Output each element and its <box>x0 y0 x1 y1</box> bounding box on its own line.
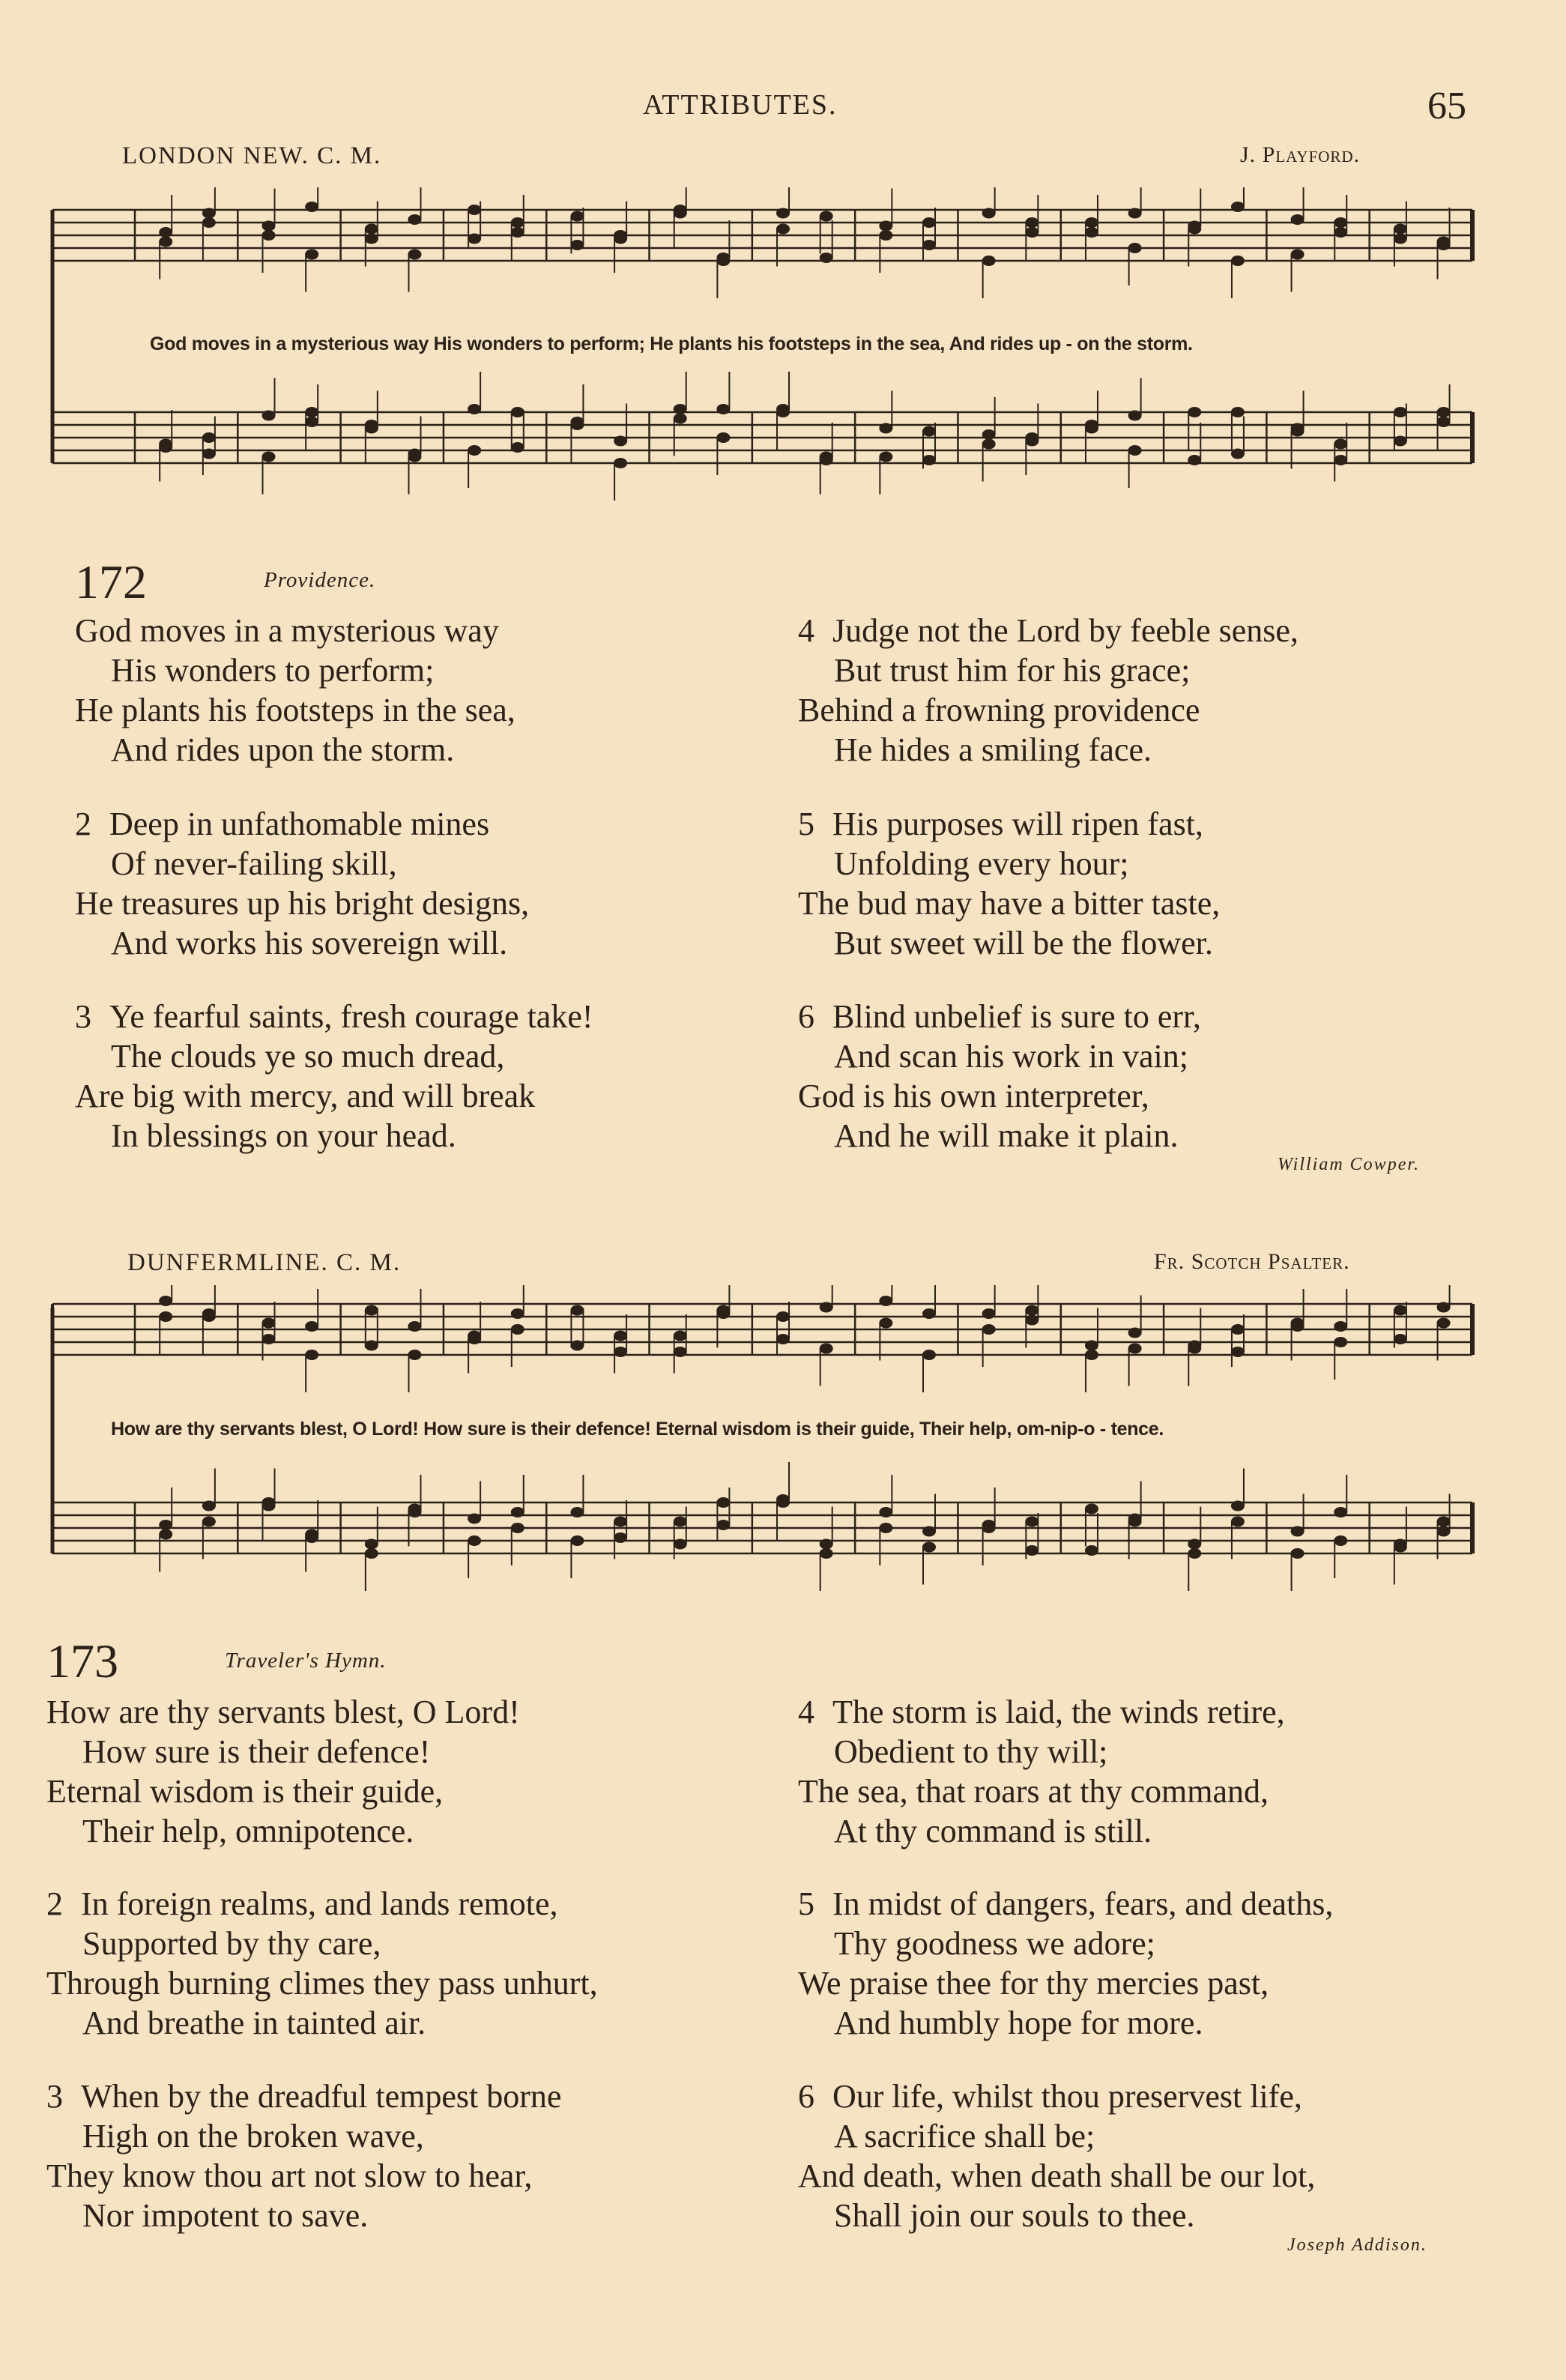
stanza-line: Shall join our souls to thee. <box>834 2197 1195 2234</box>
stanza-line: We praise thee for thy mercies past, <box>798 1965 1269 2002</box>
note-head <box>1025 1305 1039 1316</box>
stanza-line: And he will make it plain. <box>834 1117 1179 1154</box>
note-head <box>511 227 524 238</box>
author-cowper: William Cowper. <box>1278 1155 1421 1174</box>
note-head <box>1394 436 1407 447</box>
stanza-line: Eternal wisdom is their guide, <box>46 1773 444 1810</box>
note-head <box>1188 1539 1201 1550</box>
stanza-line: Blind unbelief is sure to err, <box>832 998 1201 1035</box>
note-head <box>1291 250 1305 260</box>
note-head <box>511 1507 524 1517</box>
note-head <box>159 1311 172 1322</box>
stanza-line: A sacrifice shall be; <box>834 2118 1095 2154</box>
note-head <box>159 227 172 238</box>
stanza-line: Of never-failing skill, <box>111 845 397 882</box>
note-head <box>1085 1341 1098 1351</box>
note-head <box>674 1539 687 1550</box>
note-head <box>305 1321 318 1332</box>
note-head <box>1437 1318 1451 1329</box>
note-head <box>1291 1526 1305 1537</box>
note-head <box>1188 224 1201 235</box>
note-head <box>262 1334 276 1344</box>
composer-playford: J. Playford. <box>1240 142 1361 167</box>
note-head <box>1128 1328 1142 1338</box>
note-head <box>305 417 318 427</box>
note-head <box>820 1302 833 1313</box>
note-head <box>1085 227 1098 238</box>
note-head <box>1231 1324 1245 1335</box>
stanza-line: The storm is laid, the winds retire, <box>832 1694 1285 1730</box>
note-head <box>365 234 378 244</box>
stanza-line: Behind a frowning providence <box>798 692 1200 728</box>
note-head <box>820 253 833 263</box>
note-head <box>1334 1321 1347 1332</box>
note-head <box>1085 1545 1098 1556</box>
note-head <box>879 423 892 434</box>
note-head <box>202 217 216 228</box>
note-head <box>1291 1548 1305 1559</box>
stanza-173-4 <box>798 1692 1285 1851</box>
note-head <box>1231 1501 1245 1511</box>
note-head <box>468 404 481 414</box>
stanza-line: In midst of dangers, fears, and deaths, <box>832 1885 1334 1922</box>
note-head <box>570 1305 584 1316</box>
note-head <box>305 250 318 260</box>
note-head <box>982 256 996 266</box>
note-head <box>1334 227 1347 238</box>
tune-name-london-new: LONDON NEW. C. M. <box>122 142 382 169</box>
note-head <box>614 1517 627 1527</box>
note-head <box>1334 1507 1347 1517</box>
note-head <box>1025 227 1039 238</box>
note-head <box>468 1331 481 1341</box>
note-head <box>982 208 996 219</box>
note-head <box>511 1324 524 1335</box>
note-head <box>879 230 892 241</box>
music-score-london-new <box>45 187 1491 540</box>
stanza-line: Ye fearful saints, fresh courage take! <box>109 998 593 1035</box>
note-head <box>305 202 318 212</box>
note-head <box>982 1523 996 1533</box>
note-head <box>159 1296 172 1306</box>
note-head <box>1291 214 1305 225</box>
note-head <box>305 1529 318 1540</box>
stanza-173-3 <box>46 2077 561 2235</box>
note-head <box>305 1350 318 1360</box>
note-head <box>305 407 318 417</box>
stanza-line: Deep in unfathomable mines <box>109 806 490 842</box>
note-head <box>570 1507 584 1517</box>
staff-bass-1 <box>52 372 1472 501</box>
tune-lyric-line-2: How are thy servants blest, O Lord! How sure is their defence! Eternal wisdom is their guide, Their help, om-nip-o - tence. <box>111 1419 1164 1440</box>
note-head <box>879 1296 892 1306</box>
stanza-173-2 <box>46 1884 598 2043</box>
note-head <box>262 230 276 241</box>
stanza-line: His wonders to perform; <box>111 652 435 689</box>
note-head <box>1334 1337 1347 1347</box>
stanza-line: High on the broken wave, <box>82 2118 424 2154</box>
note-head <box>716 404 730 414</box>
note-head <box>1188 455 1201 465</box>
note-head <box>982 1308 996 1319</box>
note-head <box>674 404 687 414</box>
stanza-line: Unfolding every hour; <box>834 845 1129 882</box>
note-head <box>159 237 172 247</box>
stanza-line: He plants his footsteps in the sea, <box>75 692 516 728</box>
note-head <box>716 1305 730 1316</box>
note-head <box>776 208 790 219</box>
staff-treble-2 <box>52 1285 1472 1392</box>
stanza-line: At thy command is still. <box>834 1813 1152 1849</box>
stanza-line: And humbly hope for more. <box>834 2005 1203 2041</box>
note-head <box>202 1311 216 1322</box>
note-head <box>879 1507 892 1517</box>
note-head <box>716 1497 730 1508</box>
note-head <box>202 432 216 443</box>
note-head <box>614 1532 627 1543</box>
note-head <box>776 1334 790 1344</box>
note-head <box>408 452 421 462</box>
note-head <box>159 1520 172 1530</box>
stanza-line: Supported by thy care, <box>82 1925 381 1962</box>
note-head <box>922 1542 936 1553</box>
stanza-172-3 <box>75 997 593 1156</box>
stanza-number: 5 <box>798 806 814 842</box>
note-head <box>1025 432 1039 443</box>
note-head <box>365 1305 378 1316</box>
note-head <box>820 1539 833 1550</box>
note-head <box>776 1311 790 1322</box>
note-head <box>1291 426 1305 437</box>
note-head <box>879 1318 892 1329</box>
note-head <box>776 407 790 417</box>
note-head <box>468 445 481 456</box>
stanza-line: The bud may have a bitter taste, <box>798 885 1221 922</box>
note-head <box>879 452 892 462</box>
note-head <box>1231 407 1245 417</box>
note-head <box>1394 224 1407 235</box>
note-head <box>922 426 936 437</box>
stanza-number: 2 <box>75 806 91 842</box>
note-head <box>159 1529 172 1540</box>
note-head <box>408 1350 421 1360</box>
note-head <box>922 455 936 465</box>
note-head <box>982 1324 996 1335</box>
note-head <box>820 1344 833 1354</box>
note-head <box>408 250 421 260</box>
note-head <box>614 458 627 468</box>
note-head <box>879 1523 892 1533</box>
note-head <box>674 1331 687 1341</box>
stanza-line: Our life, whilst thou preservest life, <box>832 2078 1302 2115</box>
note-head <box>365 1548 378 1559</box>
note-head <box>1128 243 1142 253</box>
stanza-line: Thy goodness we adore; <box>834 1925 1155 1962</box>
hymn-title-providence: Providence. <box>264 568 376 592</box>
stanza-line: God is his own interpreter, <box>798 1078 1149 1114</box>
note-head <box>1128 411 1142 421</box>
note-head <box>1394 1334 1407 1344</box>
note-head <box>982 429 996 440</box>
stanza-line: And death, when death shall be our lot, <box>798 2157 1316 2194</box>
stanza-line: Their help, omnipotence. <box>82 1813 414 1849</box>
note-head <box>365 1341 378 1351</box>
note-head <box>511 217 524 228</box>
note-head <box>1334 1535 1347 1546</box>
stanza-line: He hides a smiling face. <box>834 731 1152 768</box>
note-head <box>468 1514 481 1524</box>
note-head <box>820 1548 833 1559</box>
stanza-line: Judge not the Lord by feeble sense, <box>832 612 1299 649</box>
note-head <box>202 208 216 219</box>
stanza-172-4 <box>798 611 1299 770</box>
note-head <box>1334 439 1347 450</box>
note-head <box>1291 1318 1305 1329</box>
stanza-line: And scan his work in vain; <box>834 1038 1188 1075</box>
stanza-line: But sweet will be the flower. <box>834 925 1213 961</box>
stanza-line: How sure is their defence! <box>82 1733 431 1770</box>
note-head <box>1025 1545 1039 1556</box>
note-head <box>716 1520 730 1530</box>
note-head <box>262 411 276 421</box>
note-head <box>1437 417 1451 427</box>
stanza-line: But trust him for his grace; <box>834 652 1191 689</box>
stanza-line: In blessings on your head. <box>111 1117 456 1154</box>
hymn-title-travelers: Traveler's Hymn. <box>225 1649 387 1673</box>
stanza-line: He treasures up his bright designs, <box>75 885 530 922</box>
stanza-number: 5 <box>798 1885 814 1922</box>
note-head <box>1085 1504 1098 1514</box>
note-head <box>1231 1347 1245 1357</box>
note-head <box>1394 407 1407 417</box>
note-head <box>262 221 276 232</box>
note-head <box>1085 1350 1098 1360</box>
stanza-172-5 <box>798 804 1220 963</box>
note-head <box>922 240 936 250</box>
note-head <box>820 211 833 222</box>
stanza-line: When by the dreadful tempest borne <box>81 2078 562 2115</box>
stanza-line: Are big with mercy, and will break <box>75 1078 536 1114</box>
section-title: ATTRIBUTES. <box>643 89 838 121</box>
stanza-line: In foreign realms, and lands remote, <box>81 1885 558 1922</box>
note-head <box>674 1347 687 1357</box>
note-head <box>1437 1302 1451 1313</box>
note-head <box>159 439 172 450</box>
note-head <box>1085 217 1098 228</box>
note-head <box>202 449 216 459</box>
note-head <box>365 224 378 235</box>
note-head <box>1128 445 1142 456</box>
note-head <box>1025 1517 1039 1527</box>
stanza-172-1 <box>75 611 516 770</box>
note-head <box>1334 217 1347 228</box>
note-head <box>614 230 627 241</box>
hymn-number-172: 172 <box>75 555 147 608</box>
note-head <box>674 1517 687 1527</box>
note-head <box>1394 1542 1407 1553</box>
note-head <box>716 256 730 266</box>
note-head <box>614 1347 627 1357</box>
stanza-line: They know thou art not slow to hear, <box>46 2157 533 2194</box>
note-head <box>1128 208 1142 219</box>
note-head <box>1128 1344 1142 1354</box>
note-head <box>716 432 730 443</box>
note-head <box>365 420 378 430</box>
note-head <box>365 1539 378 1550</box>
composer-scotch-psalter: Fr. Scotch Psalter. <box>1154 1249 1350 1274</box>
note-head <box>408 1321 421 1332</box>
note-head <box>1085 420 1098 430</box>
note-head <box>820 452 833 462</box>
note-head <box>776 1497 790 1508</box>
tune-name-dunfermline: DUNFERMLINE. C. M. <box>127 1249 402 1276</box>
note-head <box>674 205 687 215</box>
stanza-line: The sea, that roars at thy command, <box>798 1773 1269 1810</box>
page-number: 65 <box>1427 85 1466 127</box>
note-head <box>202 1517 216 1527</box>
stanza-line: How are thy servants blest, O Lord! <box>46 1694 520 1730</box>
stanza-line: Nor impotent to save. <box>82 2197 369 2234</box>
staff-treble-1 <box>52 187 1472 298</box>
music-score-dunfermline <box>45 1285 1491 1630</box>
stanza-number: 6 <box>798 2078 814 2115</box>
note-head <box>1334 455 1347 465</box>
note-head <box>408 1504 421 1514</box>
note-head <box>202 1501 216 1511</box>
stanza-number: 2 <box>46 1885 63 1922</box>
note-head <box>1437 237 1451 247</box>
staff-bass-2 <box>52 1462 1472 1591</box>
note-head <box>262 1318 276 1329</box>
stanza-line: Obedient to thy will; <box>834 1733 1108 1770</box>
note-head <box>922 217 936 228</box>
note-head <box>262 452 276 462</box>
note-head <box>922 1526 936 1537</box>
note-head <box>879 221 892 232</box>
note-head <box>511 407 524 417</box>
note-head <box>570 1535 584 1546</box>
note-head <box>922 1350 936 1360</box>
stanza-number: 3 <box>75 998 91 1035</box>
note-head <box>262 1497 276 1508</box>
note-head <box>1394 234 1407 244</box>
note-head <box>674 414 687 424</box>
note-head <box>570 1341 584 1351</box>
stanza-line: And rides upon the storm. <box>111 731 455 768</box>
note-head <box>982 439 996 450</box>
note-head <box>1188 1344 1201 1354</box>
note-head <box>570 420 584 430</box>
note-head <box>1128 1517 1142 1527</box>
stanza-line: God moves in a mysterious way <box>75 612 499 649</box>
note-head <box>511 1308 524 1319</box>
note-head <box>614 1331 627 1341</box>
author-addison: Joseph Addison. <box>1287 2235 1427 2255</box>
note-head <box>1025 1315 1039 1326</box>
stanza-line: Through burning climes they pass unhurt, <box>46 1965 598 2002</box>
note-head <box>468 234 481 244</box>
note-head <box>1231 1517 1245 1527</box>
note-head <box>1437 407 1451 417</box>
note-head <box>1025 217 1039 228</box>
stanza-line: And breathe in tainted air. <box>82 2005 426 2041</box>
note-head <box>1394 1305 1407 1316</box>
note-head <box>570 211 584 222</box>
stanza-number: 4 <box>798 612 814 649</box>
stanza-172-6 <box>798 997 1201 1156</box>
note-head <box>614 436 627 447</box>
stanza-173-1 <box>46 1692 520 1851</box>
stanza-line: The clouds ye so much dread, <box>111 1038 505 1075</box>
note-head <box>1231 256 1245 266</box>
note-head <box>1188 1548 1201 1559</box>
note-head <box>1231 449 1245 459</box>
note-head <box>922 1308 936 1319</box>
stanza-173-6 <box>798 2077 1315 2235</box>
tune-lyric-line-1: God moves in a mysterious way His wonders to perform; He plants his footsteps in the sea, And rides up - on the storm. <box>150 333 1193 354</box>
note-head <box>776 224 790 235</box>
note-head <box>511 442 524 453</box>
stanza-line: His purposes will ripen fast, <box>832 806 1203 842</box>
stanza-line: And works his sovereign will. <box>111 925 508 961</box>
note-head <box>468 205 481 215</box>
note-head <box>468 1535 481 1546</box>
stanza-172-2 <box>75 804 529 963</box>
stanza-number: 3 <box>46 2078 63 2115</box>
hymn-number-173: 173 <box>46 1634 118 1688</box>
note-head <box>511 1523 524 1533</box>
note-head <box>1188 407 1201 417</box>
stanza-number: 6 <box>798 998 814 1035</box>
stanza-173-5 <box>798 1884 1333 2043</box>
note-head <box>408 214 421 225</box>
note-head <box>1231 202 1245 212</box>
note-head <box>1437 1517 1451 1527</box>
note-head <box>570 240 584 250</box>
note-head <box>1437 1526 1451 1537</box>
stanza-number: 4 <box>798 1694 814 1730</box>
